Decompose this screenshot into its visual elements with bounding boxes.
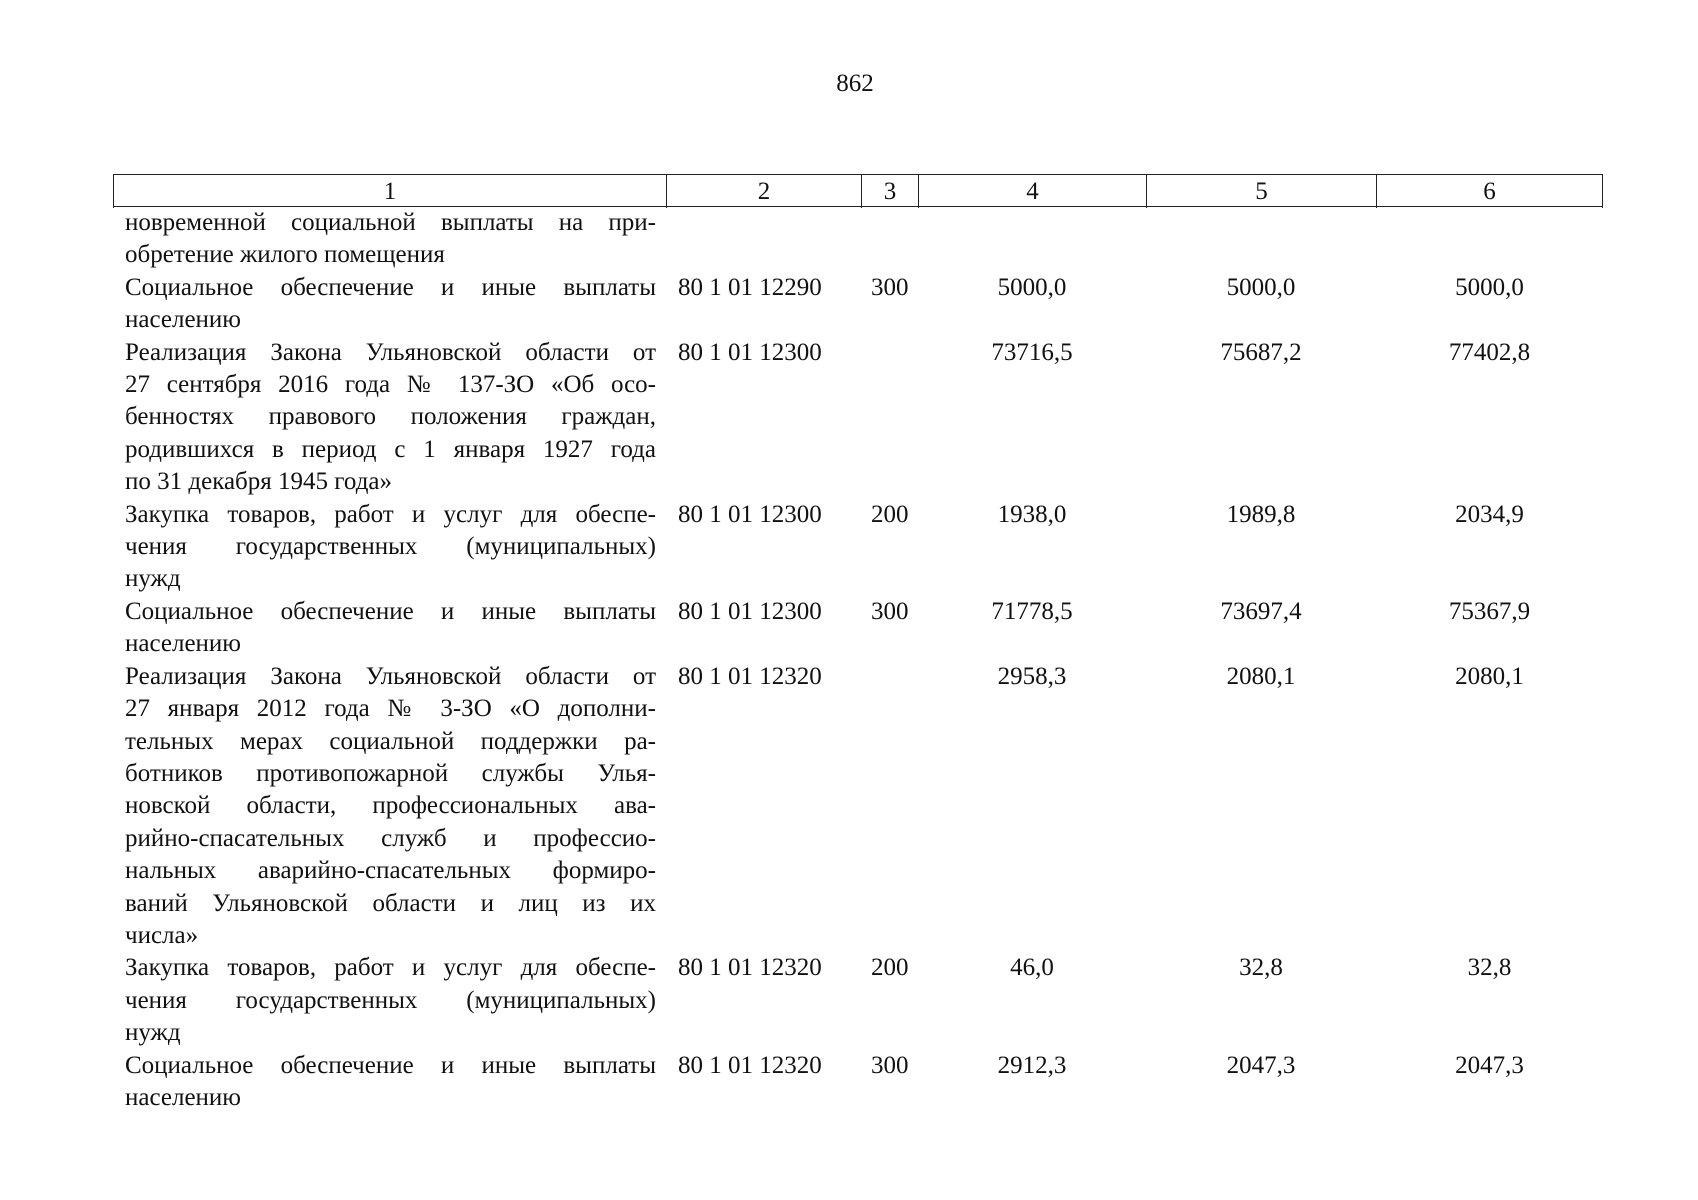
description-line: 27 сентября 2016 года № 137-ЗО «Об осо- — [125, 371, 656, 399]
target-article-code: 80 1 01 12300 — [678, 500, 822, 528]
amount-year-3 — [1376, 207, 1603, 272]
column-header: 5 — [1146, 175, 1376, 208]
target-article-code — [666, 207, 861, 272]
table-row — [113, 499, 1603, 596]
target-article-code: 80 1 01 12320 — [678, 662, 822, 690]
description-line: Закупка товаров, работ и услуг для обеспе- — [125, 954, 656, 982]
row-description — [113, 207, 666, 272]
table-row — [113, 272, 1603, 337]
amount-year-3: 32,8 — [1467, 954, 1512, 982]
row-description — [113, 596, 666, 661]
description-line: Реализация Закона Ульяновской области от — [125, 662, 656, 690]
target-article-code: 80 1 01 12320 — [678, 1051, 822, 1079]
amount-year-3: 2080,1 — [1455, 662, 1524, 690]
description-line: ботников противопожарной службы Улья- — [125, 759, 656, 787]
amount-year-1: 2958,3 — [997, 662, 1067, 690]
amount-year-2 — [1146, 207, 1376, 272]
expense-type-code — [861, 337, 918, 499]
target-article-code: 80 1 01 12320 — [678, 954, 822, 982]
description-line: нужд — [125, 565, 181, 593]
amount-year-1: 73716,5 — [991, 338, 1073, 366]
description-line: нальных аварийно-спасательных формиро- — [125, 857, 656, 885]
target-article-code: 80 1 01 12290 — [678, 273, 822, 301]
description-line: Закупка товаров, работ и услуг для обеспе- — [125, 500, 656, 528]
description-line: родившихся в период с 1 января 1927 года — [125, 435, 656, 463]
amount-year-2: 1989,8 — [1226, 500, 1296, 528]
expense-type-code: 300 — [871, 273, 909, 301]
description-line: Реализация Закона Ульяновской области от — [125, 338, 656, 366]
row-description — [113, 952, 666, 1049]
column-header: 3 — [861, 175, 918, 208]
description-line: тельных мерах социальной поддержки ра- — [125, 727, 656, 755]
amount-year-2: 2047,3 — [1226, 1051, 1296, 1079]
amount-year-3: 77402,8 — [1448, 338, 1531, 366]
description-line: Социальное обеспечение и иные выплаты — [125, 597, 656, 625]
table-row — [113, 596, 1603, 661]
description-line: чения государственных (муниципальных) — [125, 533, 656, 561]
description-line: бенностях правового положения граждан, — [125, 403, 656, 431]
description-line: ваний Ульяновской области и лиц из их — [125, 889, 656, 917]
description-line: Социальное обеспечение и иные выплаты — [125, 273, 656, 301]
table-row — [113, 1050, 1603, 1115]
expense-type-code — [861, 661, 918, 953]
table-row — [113, 207, 1603, 272]
description-line: населению — [125, 630, 241, 658]
amount-year-1: 5000,0 — [997, 273, 1067, 301]
description-line: нужд — [125, 1019, 181, 1047]
target-article-code: 80 1 01 12300 — [678, 597, 822, 625]
description-line: обретение жилого помещения — [125, 241, 445, 269]
expense-type-code — [861, 207, 918, 272]
amount-year-2: 2080,1 — [1226, 662, 1296, 690]
description-line: по 31 декабря 1945 года» — [125, 468, 393, 496]
table-row — [113, 952, 1603, 1049]
description-line: 27 января 2012 года № 3-ЗО «О дополни- — [125, 695, 656, 723]
description-line: новской области, профессиональных ава- — [125, 792, 656, 820]
amount-year-3: 75367,9 — [1448, 597, 1531, 625]
expense-type-code: 200 — [871, 954, 909, 982]
amount-year-1: 1938,0 — [997, 500, 1067, 528]
page-number: 862 — [836, 70, 874, 97]
row-description — [113, 337, 666, 499]
description-line: населению — [125, 1083, 241, 1111]
table-row — [113, 337, 1603, 499]
description-line: населению — [125, 306, 241, 334]
row-description — [113, 272, 666, 337]
amount-year-2: 73697,4 — [1220, 597, 1302, 625]
table-body — [113, 207, 1603, 1114]
column-header: 2 — [666, 175, 861, 208]
description-line: новременной социальной выплаты на при- — [125, 209, 656, 236]
description-line: Социальное обеспечение и иные выплаты — [125, 1051, 656, 1079]
amount-year-2: 32,8 — [1239, 954, 1283, 982]
column-header: 6 — [1376, 175, 1603, 208]
column-header: 4 — [918, 175, 1146, 208]
table-row — [113, 661, 1603, 953]
amount-year-2: 75687,2 — [1220, 338, 1302, 366]
row-description — [113, 661, 666, 953]
amount-year-1: 2912,3 — [997, 1051, 1067, 1079]
expense-type-code: 300 — [871, 597, 909, 625]
amount-year-3: 2047,3 — [1455, 1051, 1524, 1079]
description-line: чения государственных (муниципальных) — [125, 986, 656, 1014]
amount-year-3: 2034,9 — [1455, 500, 1524, 528]
description-line: числа» — [125, 921, 199, 949]
expense-type-code: 300 — [871, 1051, 909, 1079]
target-article-code: 80 1 01 12300 — [678, 338, 822, 366]
column-header: 1 — [113, 175, 666, 208]
expense-type-code: 200 — [871, 500, 909, 528]
amount-year-2: 5000,0 — [1226, 273, 1296, 301]
row-description — [113, 499, 666, 596]
amount-year-1: 46,0 — [1010, 954, 1054, 982]
amount-year-3: 5000,0 — [1455, 273, 1524, 301]
description-line: рийно-спасательных служб и профессио- — [125, 824, 656, 852]
amount-year-1 — [918, 207, 1146, 272]
budget-table — [113, 174, 1603, 1114]
row-description — [113, 1050, 666, 1115]
table-header-row — [113, 174, 1603, 207]
amount-year-1: 71778,5 — [991, 597, 1073, 625]
